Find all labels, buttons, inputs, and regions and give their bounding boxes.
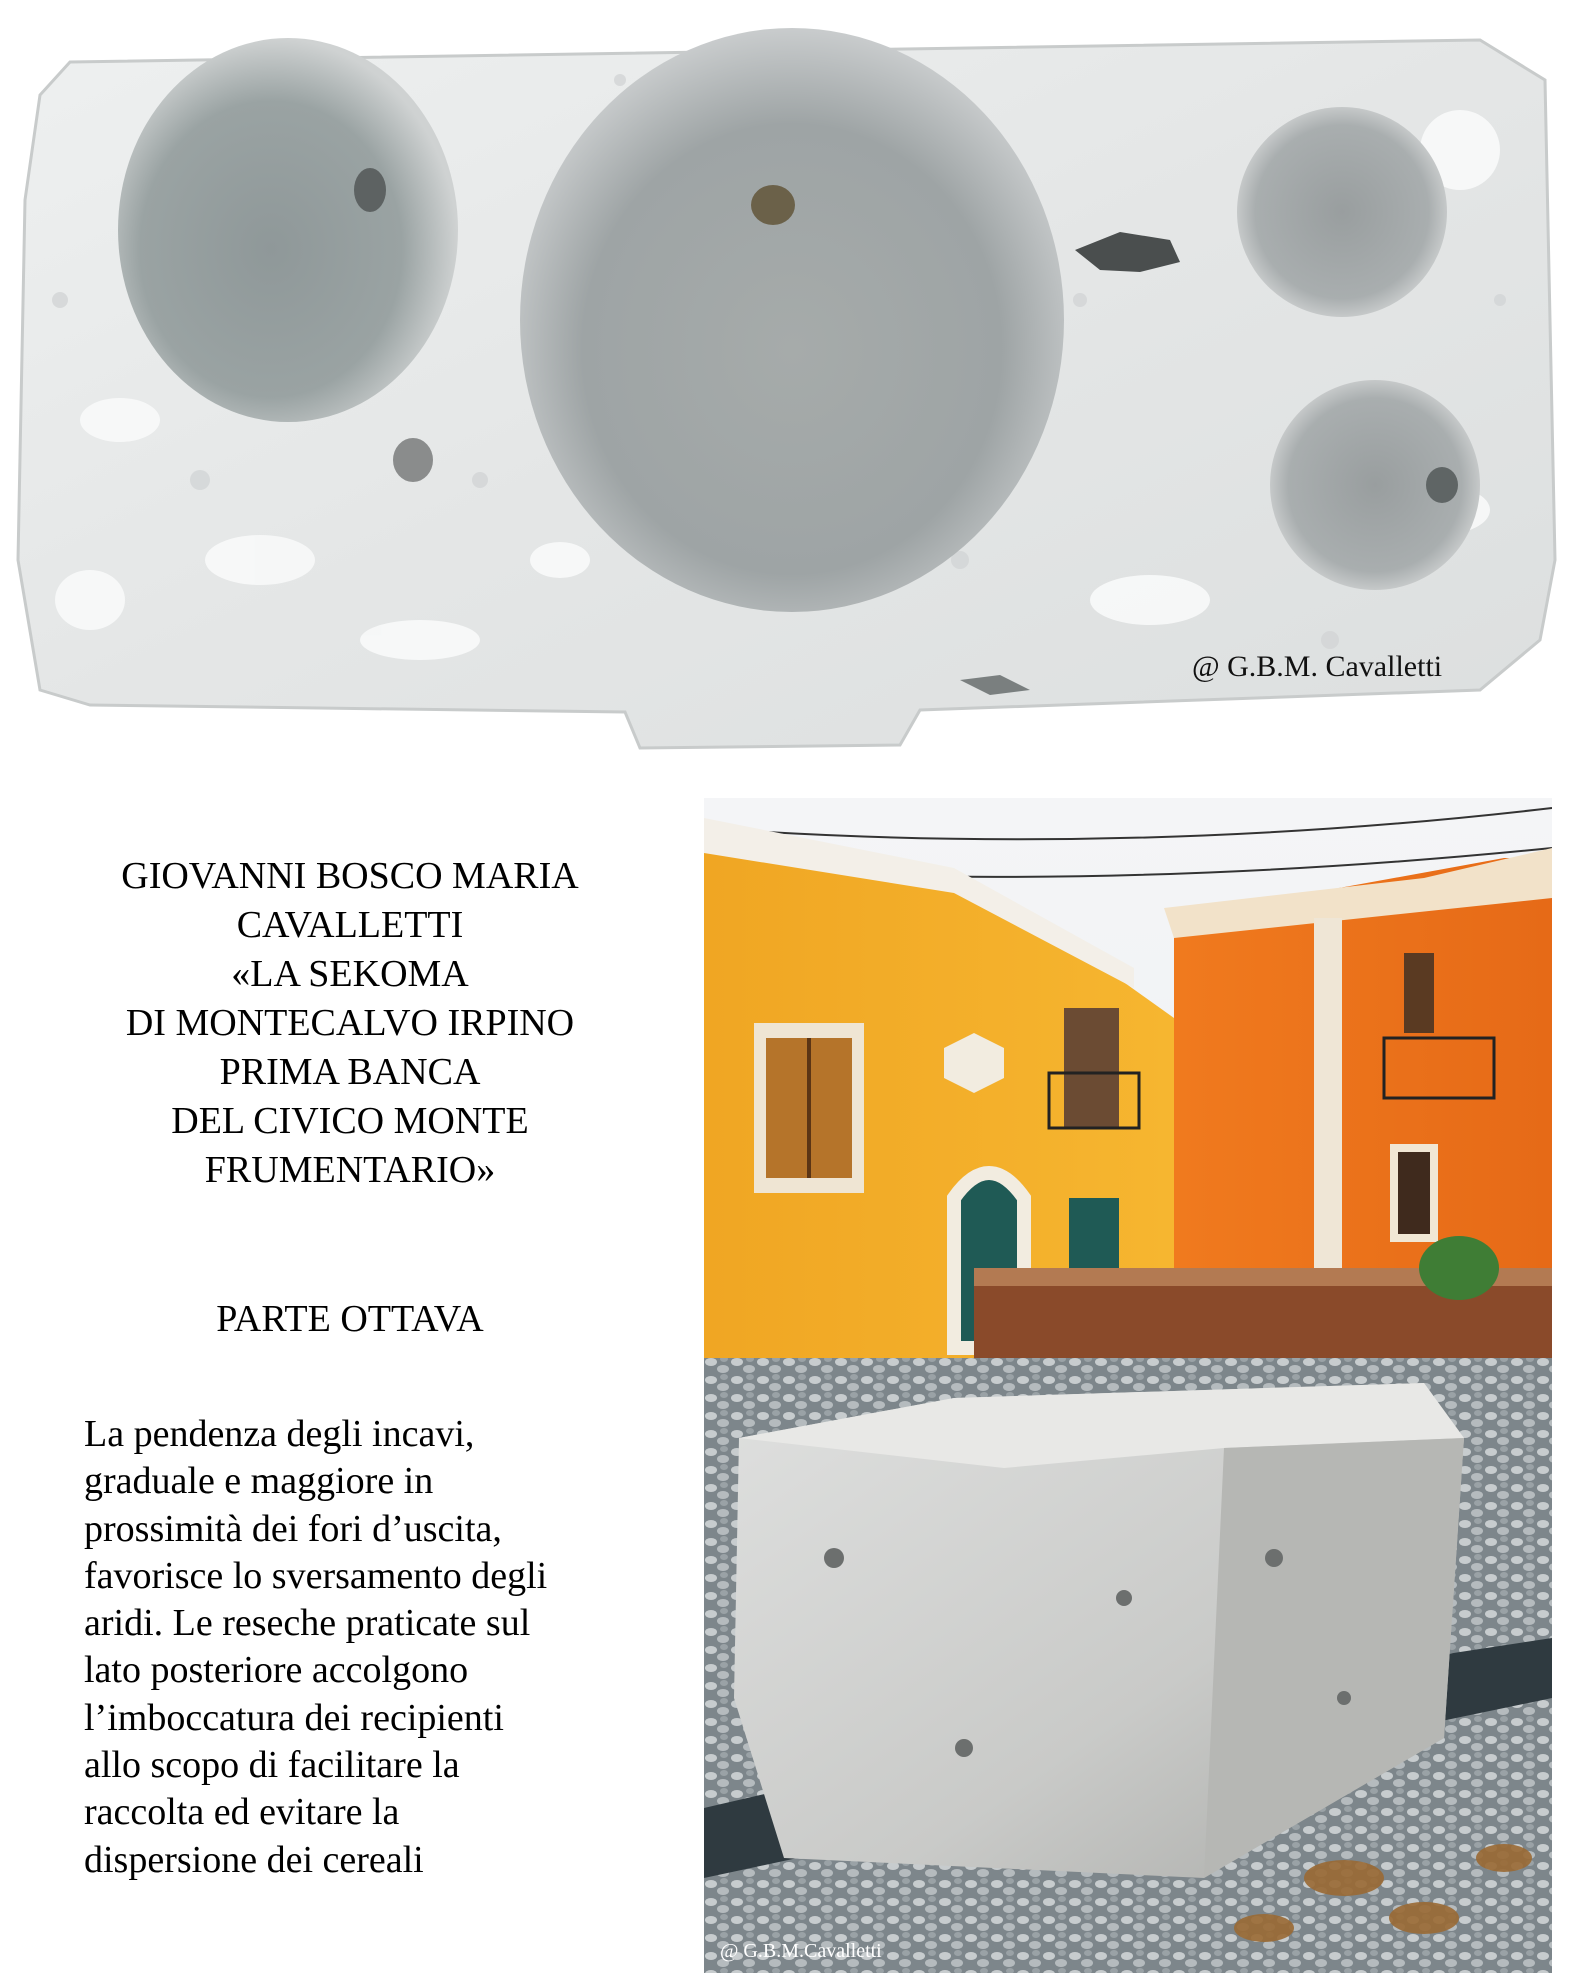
title-line: «LA SEKOMA bbox=[231, 953, 469, 995]
title-line: FRUMENTARIO» bbox=[204, 1149, 496, 1191]
description-line: favorisce lo sversamento degli bbox=[84, 1554, 548, 1597]
photo-credit: @ G.B.M.Cavalletti bbox=[720, 1940, 882, 1962]
title-line: GIOVANNI BOSCO MARIA bbox=[121, 855, 579, 897]
description-paragraph bbox=[84, 1411, 694, 1884]
description-line: graduale e maggiore in bbox=[84, 1460, 434, 1503]
street-scene-photo bbox=[704, 798, 1552, 1973]
title-line: DI MONTECALVO IRPINO bbox=[125, 1002, 575, 1044]
description-line: l’imboccatura dei recipienti bbox=[84, 1696, 504, 1739]
photo-credit: @ G.B.M. Cavalletti bbox=[1192, 650, 1443, 683]
description-line: raccolta ed evitare la bbox=[84, 1791, 400, 1834]
description-line: lato posteriore accolgono bbox=[84, 1649, 469, 1692]
title-line: CAVALLETTI bbox=[236, 904, 464, 946]
description-line: dispersione dei cereali bbox=[84, 1838, 424, 1881]
stone-slab-photo bbox=[0, 0, 1575, 770]
article-title bbox=[30, 852, 670, 1195]
description-line: prossimità dei fori d’uscita, bbox=[84, 1507, 502, 1550]
title-line: PRIMA BANCA bbox=[219, 1051, 481, 1093]
part-label: PARTE OTTAVA bbox=[216, 1298, 484, 1340]
description-line: aridi. Le reseche praticate sul bbox=[84, 1602, 531, 1645]
title-line: DEL CIVICO MONTE bbox=[171, 1100, 529, 1142]
description-line: La pendenza degli incavi, bbox=[84, 1413, 475, 1455]
description-line: allo scopo di facilitare la bbox=[84, 1744, 460, 1787]
